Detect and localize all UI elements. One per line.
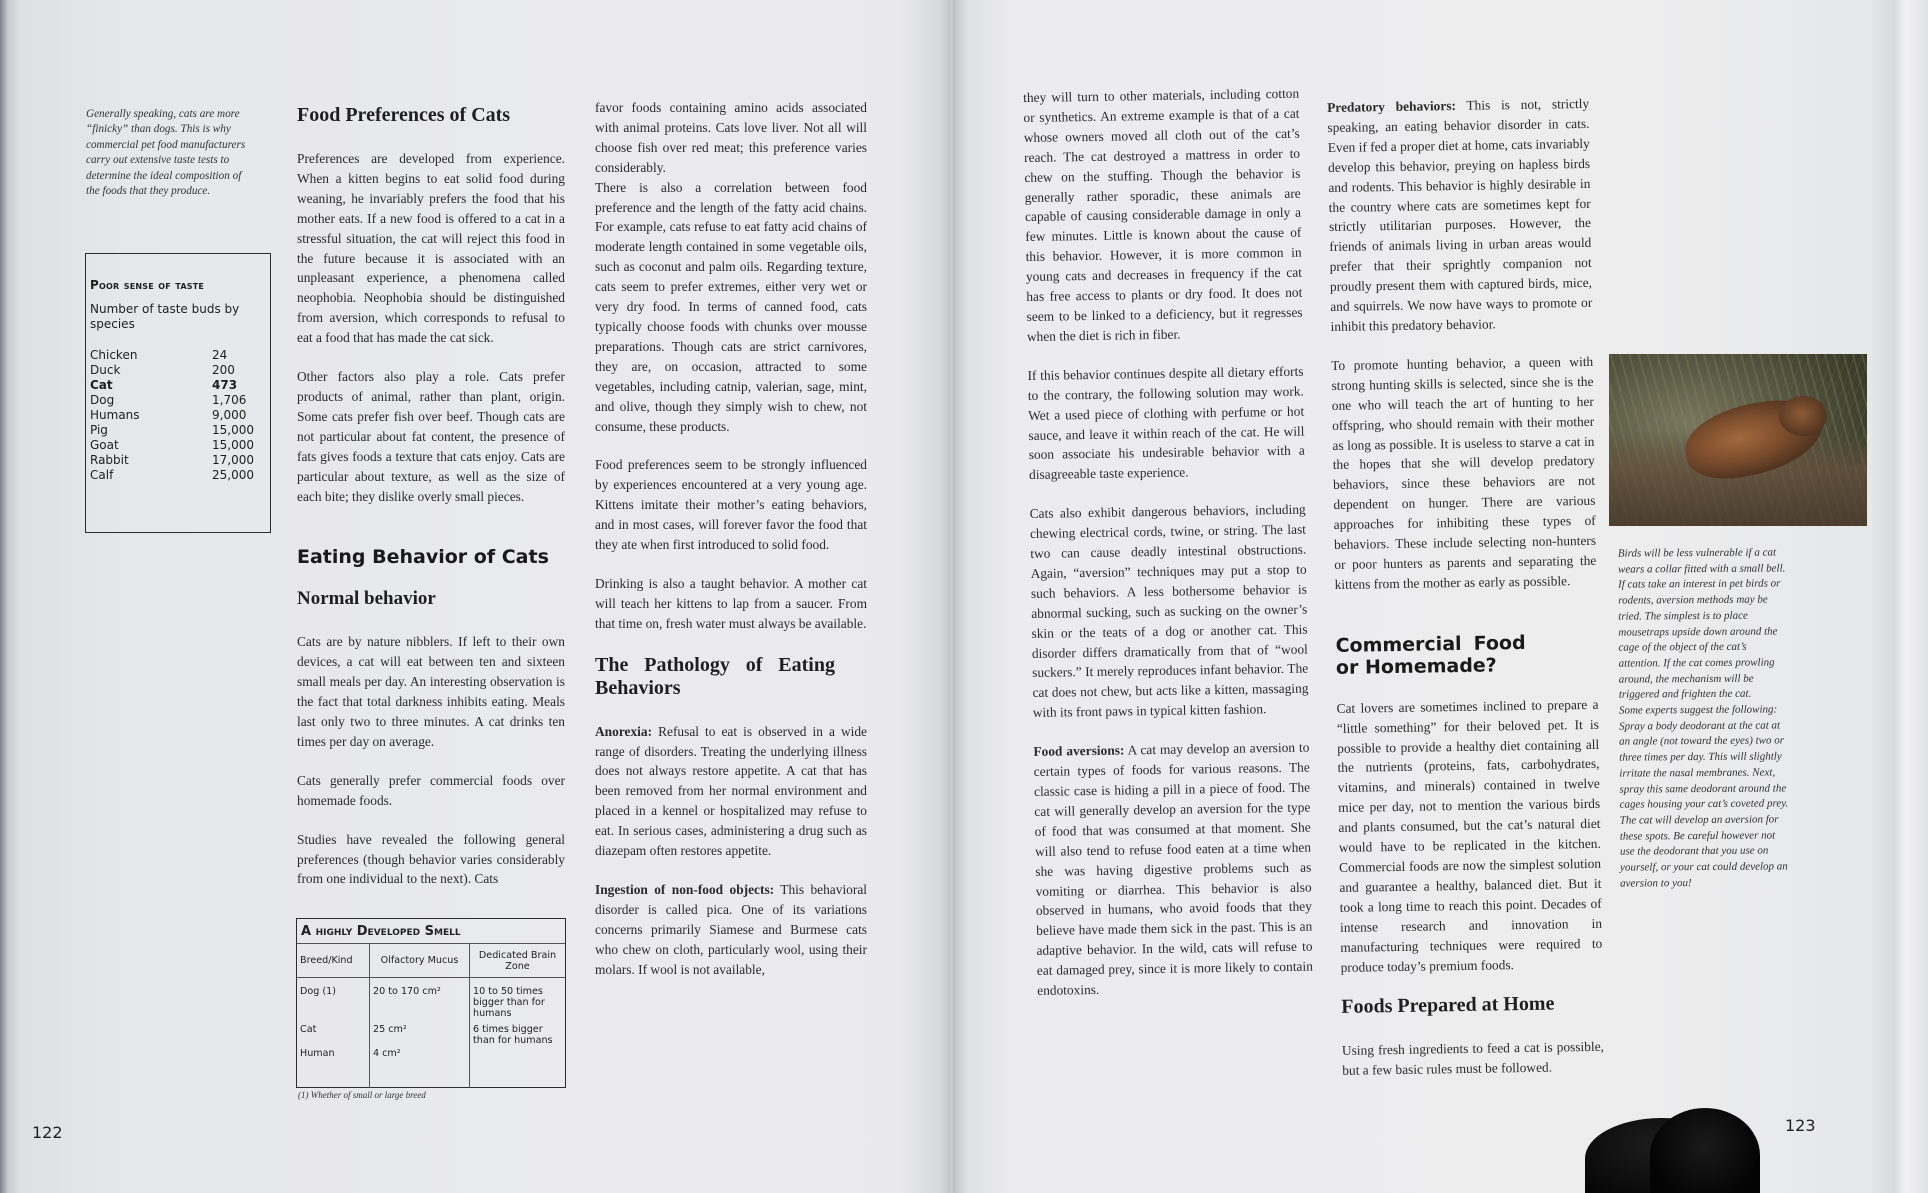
taste-row: Duck 200 xyxy=(90,363,235,377)
sidebar-caption-right: Birds will be less vulnerable if a cat wears a collar fitted with a small bell. If cats take an interest in pet birds or rodents, aversion methods may be tried. The simplest is to place mousetraps upside down around the cage of the object of the cat’s attention. If the cat comes prowling around, the mechanism will be triggered and frighten the cat. Some experts suggest the following: Spray a body deodorant at the cat at an angle (not toward the eyes) two or three times per day. This will slightly irritate the nasal membranes. Next, spray this same deodorant around the cages housing your cat’s coveted prey. The cat will develop an aversion for these spots. Be careful however not use the deodorant that you use on yourself, or your cat could develop an aversion to you! xyxy=(1617,546,1789,890)
smell-table-footnote: (1) Whether of small or large breed xyxy=(298,1090,426,1100)
taste-box-subtitle: Number of taste buds by species xyxy=(90,302,240,331)
paragraph-pica: Ingestion of non-food objects: This behavioral disorder is called pica. One of its variations concerns primarily Siamese and Burmese cats who chew on cloth, particularly wool, using their molars. If wool is not available, xyxy=(595,882,867,977)
cat-photo xyxy=(1609,354,1867,526)
subheading-normal-behavior: Normal behavior xyxy=(297,588,436,610)
paragraph: Food preferences seem to be strongly influenced by experiences encountered at a very young age. Kittens imitate their mother’s eating behaviors, and in most cases, will forever favor the food that they ate when first introduced to solid food. xyxy=(595,457,867,553)
paragraph: Cats generally prefer commercial foods over homemade foods. xyxy=(297,772,565,808)
paragraph: Cat lovers are sometimes inclined to prepare a “little something” for their beloved pet. It is possible to provide a healthy diet containing all the nutrients (proteins, fats, carbohydrates, vitamins, and minerals) contained in twelve mice per day, not to mention the various birds and plants consumed, but the cat’s natural diet would have to be replicated in the kitchen. Commercial foods are now the simplest solution and guarantee a healthy, balanced diet. But it took a long time to reach this point. Decades of intense research and innovation in manufacturing techniques were required to produce today’s premium foods. xyxy=(1336,696,1603,975)
page-edge xyxy=(1872,0,1928,1193)
sidebar-caption-left: Generally speaking, cats are more “finicky” than dogs. This is why commercial pet food manufacturers carry out extensive taste tests to determine the ideal composition of the foods that they produce. xyxy=(86,108,246,198)
left-page xyxy=(0,0,955,1193)
paragraph: If this behavior continues despite all dietary efforts to the contrary, the following solution may work. Wet a used piece of clothing with perfume or hot sauce, and leave it within reach of the cat. He will soon associate his undesirable behavior with a disagreeable taste experience. xyxy=(1027,363,1305,483)
heading-foods-at-home: Foods Prepared at Home xyxy=(1341,992,1555,1019)
paragraph: Drinking is also a taught behavior. A mother cat will teach her kittens to lap from a saucer. From that time on, fresh water must always be available. xyxy=(595,575,867,631)
smell-table-header: Breed/Kind Olfactory Mucus Dedicated Brain Zone xyxy=(297,944,565,978)
heading-pathology: The Pathology of Eating Behaviors xyxy=(595,653,835,699)
taste-row-highlight: Cat 473 xyxy=(90,378,238,392)
paragraph: There is also a correlation between food preference and the length of the fatty acid chains. For example, cats refuse to eat fatty acid chains of moderate length contained in some vegetable oils, such as coconut and palm oils. Regarding texture, cats seem to prefer extremes, either very wet or very dry food. In terms of canned food, cats typically choose foods with chunks over mousse preparations. Though cats are strict carnivores, they are, on occasion, attracted to some vegetables, including catnip, valerian, sage, mint, and olive, though they simply wish to chew, not consume, these products. xyxy=(595,179,867,434)
right-column-1 xyxy=(1023,84,1314,1020)
left-column-2 xyxy=(595,98,867,999)
smell-table-body: Dog (1) Cat Human 20 to 170 cm² 25 cm² 4 cm² 10 to 50 times bigger than for humans 6 times bigger than for humans xyxy=(297,978,565,1088)
heading-commercial-food: Commercial Food or Homemade? xyxy=(1335,631,1526,679)
taste-row: Goat 15,000 xyxy=(90,438,254,452)
paragraph: Studies have revealed the following general preferences (though behavior varies considerably from one individual to the next). Cats xyxy=(297,831,565,887)
taste-row: Dog 1,706 xyxy=(90,393,247,407)
taste-row: Calf 25,000 xyxy=(90,468,254,482)
thumb-obstruction xyxy=(1650,1108,1760,1193)
smell-table xyxy=(296,918,566,1088)
paragraph: Cats also exhibit dangerous behaviors, including chewing electrical cords, twine, or string. The last two can cause deadly intestinal obstructions. Again, “aversion” techniques may put a stop to such behaviors. A less bothersome behavior is abnormal sucking, such as sucking on the owner’s skin or the teats of a dog or another cat. This disorder differs dramatically from that of “wool suckers.” It merely reproduces infant behavior. The cat does not chew, but acts like a kitten, massaging with its front paws in typical kitten fashion. xyxy=(1029,501,1309,721)
paragraph: Preferences are developed from experience. When a kitten begins to eat solid food during weaning, he invariably prefers the food that his mother eats. If a new food is offered to a cat in a stressful situation, the cat will reject this food in the future because it is associated with an unpleasant experience, a phenomena called neophobia. Neophobia should be distinguished from aversion, which corresponds to refusal to eat a food that has made the cat sick. xyxy=(297,151,565,346)
paragraph: Using fresh ingredients to feed a cat is possible, but a few basic rules must be followed. xyxy=(1341,1039,1605,1079)
right-column-2 xyxy=(1327,94,1605,1100)
taste-row: Humans 9,000 xyxy=(90,408,247,422)
taste-row: Pig 15,000 xyxy=(90,423,254,437)
taste-box-title: Poor sense of taste xyxy=(90,278,205,292)
heading-food-preferences: Food Preferences of Cats xyxy=(297,104,511,126)
paragraph: they will turn to other materials, including cotton or synthetics. An extreme example is that of a cat whose owners moved all cloth out of the cat’s reach. The cat destroyed a mattress in order to chew on the stuffing. Though the behavior is generally rather sporadic, these animals are capable of causing considerable damage in only a few minutes. Little is known about the cause of this behavior. However, it is more common in young cats and decreases in frequency if the cat has free access to plants or dry food. It does not seem to be linked to a deficiency, but it regresses when the diet is rich in fiber. xyxy=(1023,85,1303,344)
taste-row: Chicken 24 xyxy=(90,348,228,362)
page-number-right: 123 xyxy=(1785,1116,1816,1135)
taste-row: Rabbit 17,000 xyxy=(90,453,254,467)
smell-table-title: A highly Developed Smell xyxy=(297,919,565,944)
heading-eating-behavior: Eating Behavior of Cats xyxy=(297,546,549,569)
paragraph-predatory: Predatory behaviors: This is not, strictly speaking, an eating behavior disorder in cats. Even if fed a proper diet at home, cats invariably develop this behavior, preying on hapless birds and rodents. This behavior is highly desirable in the country where cats are sometimes kept for strictly utilitarian purposes. However, the friends of animals living in urban areas would prefer that their sprightly companion not proudly present them with captured birds, mice, and squirrels. We now have ways to promote or inhibit this predatory behavior. xyxy=(1327,95,1593,334)
paragraph: To promote hunting behavior, a queen with strong hunting skills is selected, since she is the one who will teach the art of hunting to her offspring, who should remain with their mother as long as possible. It is useless to starve a cat in the hopes that she will develop predatory behaviors, since these behaviors are not dependent on hunger. There are various approaches for inhibiting these types of behaviors. These include selecting non-hunters or poor hunters as parents and separating the kittens from the mother as early as possible. xyxy=(1331,353,1597,592)
paragraph: Cats are by nature nibblers. If left to their own devices, a cat will eat between ten and sixteen small meals per day. An interesting observation is the fact that total darkness inhibits eating. Meals last only two to three minutes. A cat drinks ten times per day on average. xyxy=(297,634,565,749)
paragraph-food-aversions: Food aversions: A cat may develop an aversion to certain types of foods for various reasons. The classic case is hiding a pill in a piece of food. The cat will generally develop an aversion for the type of food that was consumed at that moment. She will also tend to refuse food eaten at a time when she was having digestive problems such as vomiting or diarrhea. This behavior is also observed in humans, who avoid foods that they believe have made them sick in the past. This is an adaptive behavior. In the wild, cats will refuse to eat damaged prey, since it is more likely to contain endotoxins. xyxy=(1033,739,1313,998)
paragraph-anorexia: Anorexia: Refusal to eat is observed in a wide range of disorders. Treating the underlying illness does not always restore appetite. A cat that has been removed from her normal environment and placed in a kennel or hospitalized may refuse to eat. In serious cases, administering a drug such as diazepam often restores appetite. xyxy=(595,723,867,859)
taste-buds-table xyxy=(85,253,271,533)
left-column-1 xyxy=(297,104,565,908)
paragraph: Other factors also play a role. Cats prefer products of animal, rather than plant, origin. Some cats prefer fish over beef. Though cats are not particular about fat content, the presence of fats gives foods a texture that cats enjoy. Cats are particular about texture, as well as the size of each bite; they dislike overly small pieces. xyxy=(297,369,565,504)
paragraph: favor foods containing amino acids associated with animal proteins. Cats love liver. Not all will choose fish over red meat; this preference varies considerably. xyxy=(595,100,867,175)
right-page xyxy=(955,0,1928,1193)
page-number-left: 122 xyxy=(32,1123,63,1142)
